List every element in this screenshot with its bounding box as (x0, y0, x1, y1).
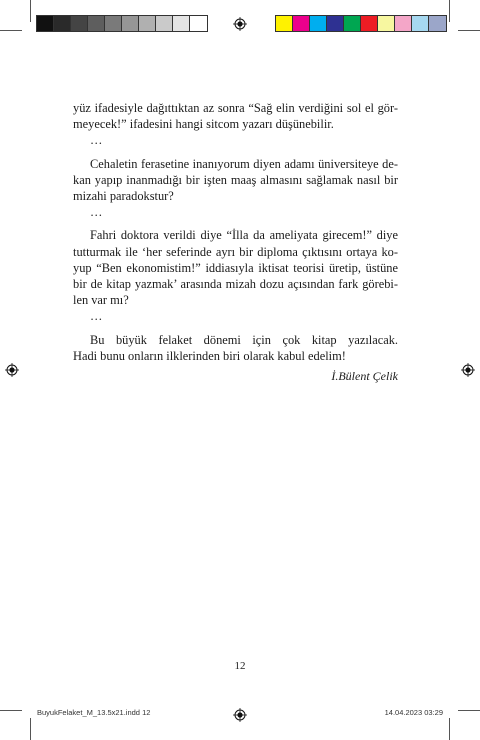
text-line: len var mı? (73, 293, 129, 308)
paragraph-3 (73, 227, 398, 308)
paragraph-2 (73, 156, 398, 205)
color-swatch (327, 16, 344, 31)
ellipsis: … (90, 205, 103, 220)
gray-swatch (105, 16, 122, 31)
color-swatch (361, 16, 378, 31)
gray-swatch (139, 16, 156, 31)
author-signature: İ.Bülent Çelik (331, 369, 398, 383)
slug-date: 14.04.2023 03:29 (384, 708, 443, 717)
color-swatch (429, 16, 446, 31)
color-swatch (310, 16, 327, 31)
text-line: Bu büyük felaket dönemi için çok kitap yazılacak. (90, 332, 398, 347)
paragraph-4 (73, 332, 398, 364)
crop-mark (458, 30, 480, 31)
color-swatch (395, 16, 412, 31)
text-line: Fahri doktora verildi diye “İlla da ameliyata girecem!” diye (90, 228, 398, 243)
text-line: kan yapıp inanmadığı bir işten maaş almasını sağlamak nasıl bir (73, 172, 398, 187)
process-color-bar (275, 15, 447, 32)
registration-mark-icon (233, 17, 247, 31)
page-number: 12 (234, 660, 246, 672)
gray-swatch (122, 16, 139, 31)
text-line: Hadi bunu onların ilklerinden biri olarak kabul edelim! (73, 348, 346, 363)
color-swatch (276, 16, 293, 31)
slug-file-name: BuyukFelaket_M_13.5x21.indd 12 (37, 708, 151, 717)
gray-swatch (88, 16, 105, 31)
gray-swatch (37, 16, 54, 31)
color-swatch (412, 16, 429, 31)
crop-mark (0, 710, 22, 711)
color-swatch (293, 16, 310, 31)
text-line: yüz ifadesiyle dağıttıktan az sonra “Sağ elin verdiğini sol el gör- (73, 101, 398, 115)
registration-mark-icon (461, 363, 475, 377)
registration-mark-icon (5, 363, 19, 377)
paragraph-1 (73, 100, 398, 132)
gray-swatch (54, 16, 71, 31)
gray-swatch (156, 16, 173, 31)
crop-mark (458, 710, 480, 711)
text-line: yup “Ben ekonomistim!” iddiasıyla iktisat teorisi üretip, üstüne (73, 260, 398, 275)
text-line: bir de kitap yazmak’ arasında mizah dozu açısından fark görebi- (73, 277, 398, 292)
grayscale-color-bar (36, 15, 208, 32)
crop-mark (449, 0, 450, 22)
text-line: Cehaletin ferasetine inanıyorum diyen adamı üniversiteye de- (90, 156, 398, 171)
color-swatch (378, 16, 395, 31)
gray-swatch (173, 16, 190, 31)
color-swatch (344, 16, 361, 31)
ellipsis: … (90, 133, 103, 148)
crop-mark (30, 718, 31, 740)
gray-swatch (190, 16, 207, 31)
ellipsis: … (90, 309, 103, 324)
text-line: tutturmak ile ‘her seferinde ayrı bir diploma çıktısını ortaya ko- (73, 244, 398, 259)
gray-swatch (71, 16, 88, 31)
registration-mark-icon (233, 708, 247, 722)
crop-mark (0, 30, 22, 31)
crop-mark (30, 0, 31, 22)
text-line: meyecek!” ifadesini hangi sitcom yazarı düşünebilir. (73, 117, 334, 132)
body-text (73, 100, 398, 364)
text-line: mizahi paradokstur? (73, 189, 174, 204)
crop-mark (449, 718, 450, 740)
